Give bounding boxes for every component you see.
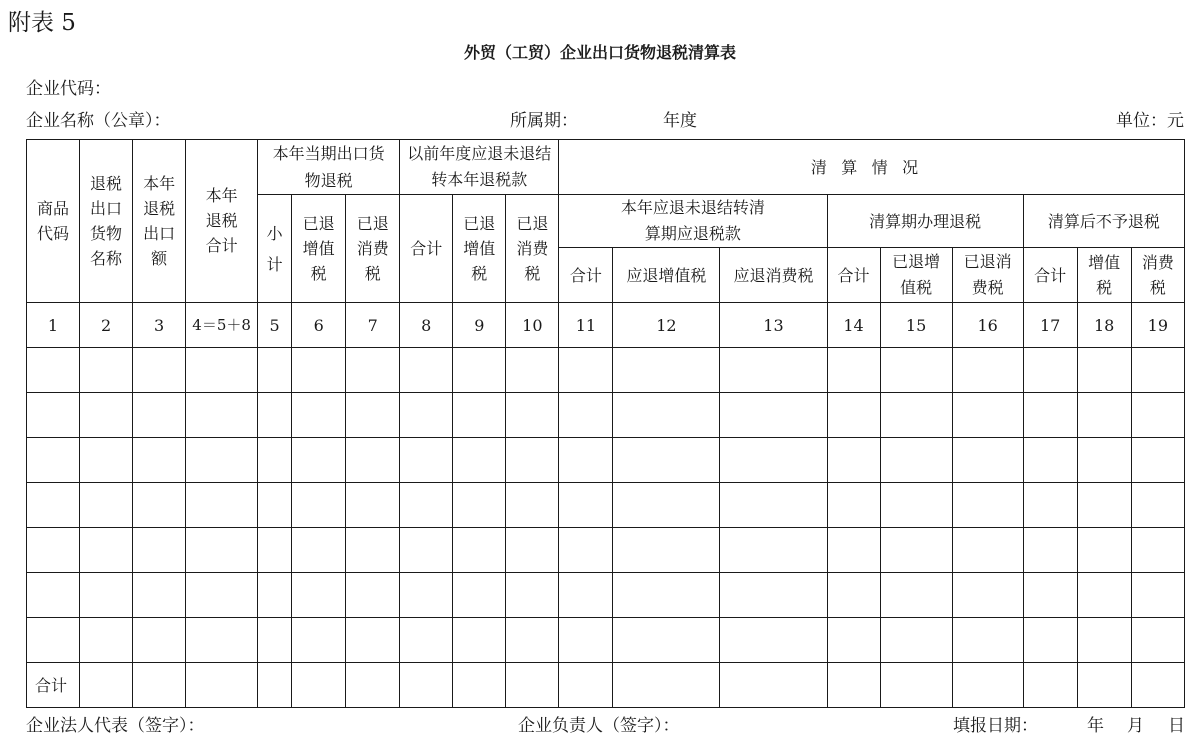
table-cell[interactable]: [506, 393, 559, 438]
table-cell[interactable]: [453, 618, 506, 663]
table-cell[interactable]: [1023, 438, 1077, 483]
table-cell[interactable]: [346, 393, 400, 438]
table-cell[interactable]: [258, 348, 292, 393]
col-header-post-consumption: 消费税: [1131, 248, 1184, 303]
table-cell[interactable]: [292, 483, 346, 528]
table-cell[interactable]: [1131, 393, 1184, 438]
table-cell[interactable]: [27, 348, 80, 393]
col-header-period-total: 合计: [827, 248, 880, 303]
table-cell[interactable]: [613, 483, 720, 528]
col-header-post-total: 合计: [1023, 248, 1077, 303]
table-cell[interactable]: [453, 528, 506, 573]
table-cell[interactable]: [186, 438, 258, 483]
table-cell[interactable]: [720, 393, 827, 438]
table-cell[interactable]: [1023, 573, 1077, 618]
table-cell[interactable]: [133, 618, 186, 663]
table-cell[interactable]: [80, 573, 133, 618]
table-cell[interactable]: [27, 618, 80, 663]
period-label: 所属期：: [510, 111, 578, 131]
table-row: [27, 438, 1185, 483]
col-header-period-vat: 已退增值税: [880, 248, 952, 303]
form-title: 外贸（工贸）企业出口货物退税清算表: [463, 43, 736, 62]
table-cell[interactable]: [506, 348, 559, 393]
col-header-subtotal: 小计: [258, 195, 292, 303]
table-cell[interactable]: [613, 348, 720, 393]
group-header-carry-forward: 本年应退未退结转清算期应退税款: [559, 195, 827, 248]
table-cell[interactable]: [80, 438, 133, 483]
date-year-label: 年: [1087, 716, 1104, 736]
column-number: 18: [1077, 303, 1131, 348]
table-cell[interactable]: [258, 528, 292, 573]
table-cell[interactable]: [346, 528, 400, 573]
company-code-label: 企业代码：: [26, 79, 111, 99]
col-header-product-code: 商品代码: [27, 140, 80, 303]
table-cell[interactable]: [292, 393, 346, 438]
table-cell[interactable]: [292, 528, 346, 573]
table-cell[interactable]: [186, 618, 258, 663]
table-cell[interactable]: [258, 438, 292, 483]
table-cell[interactable]: [559, 438, 613, 483]
table-cell[interactable]: [506, 483, 559, 528]
settlement-table: [26, 139, 1185, 708]
table-cell[interactable]: [720, 438, 827, 483]
responsible-signature-label: 企业负责人（签字）：: [518, 716, 680, 736]
year-label: 年度: [663, 111, 697, 131]
table-cell[interactable]: [506, 528, 559, 573]
table-cell[interactable]: [720, 483, 827, 528]
table-cell[interactable]: [186, 483, 258, 528]
total-cell[interactable]: [827, 663, 880, 708]
table-cell[interactable]: [346, 573, 400, 618]
table-cell[interactable]: [827, 618, 880, 663]
column-number: 16: [952, 303, 1023, 348]
table-cell[interactable]: [346, 483, 400, 528]
table-cell[interactable]: [1131, 528, 1184, 573]
table-cell[interactable]: [1131, 348, 1184, 393]
table-cell[interactable]: [613, 528, 720, 573]
column-number: 5: [258, 303, 292, 348]
col-header-carry-consumption: 应退消费税: [720, 248, 827, 303]
total-cell[interactable]: [346, 663, 400, 708]
table-cell[interactable]: [1131, 573, 1184, 618]
table-cell[interactable]: [952, 348, 1023, 393]
table-cell[interactable]: [80, 528, 133, 573]
column-number: 11: [559, 303, 613, 348]
table-cell[interactable]: [506, 618, 559, 663]
table-cell[interactable]: [1131, 438, 1184, 483]
table-cell[interactable]: [952, 618, 1023, 663]
col-header-export-amount: 本年退税出口额: [133, 140, 186, 303]
table-cell[interactable]: [613, 393, 720, 438]
table-cell[interactable]: [453, 393, 506, 438]
col-header-carry-vat: 应退增值税: [613, 248, 720, 303]
table-cell[interactable]: [80, 483, 133, 528]
total-cell[interactable]: [1023, 663, 1077, 708]
table-cell[interactable]: [880, 528, 952, 573]
table-cell[interactable]: [827, 348, 880, 393]
total-cell[interactable]: [186, 663, 258, 708]
table-cell[interactable]: [506, 438, 559, 483]
col-header-period-consumption: 已退消费税: [952, 248, 1023, 303]
table-cell[interactable]: [400, 438, 453, 483]
column-number: 12: [613, 303, 720, 348]
table-row: [27, 393, 1185, 438]
table-cell[interactable]: [613, 438, 720, 483]
col-header-prior-vat: 已退增值税: [453, 195, 506, 303]
date-month-label: 月: [1127, 716, 1144, 736]
table-cell[interactable]: [827, 573, 880, 618]
table-cell[interactable]: [559, 393, 613, 438]
table-cell[interactable]: [720, 618, 827, 663]
table-row: [27, 348, 1185, 393]
total-cell[interactable]: [720, 663, 827, 708]
company-name-label: 企业名称（公章）：: [26, 111, 171, 131]
table-cell[interactable]: [1077, 483, 1131, 528]
table-cell[interactable]: [880, 438, 952, 483]
table-cell[interactable]: [952, 483, 1023, 528]
table-cell[interactable]: [292, 573, 346, 618]
table-cell[interactable]: [133, 438, 186, 483]
group-header-settlement-period: 清算期办理退税: [827, 195, 1023, 248]
column-number: 3: [133, 303, 186, 348]
table-cell[interactable]: [1077, 573, 1131, 618]
table-cell[interactable]: [559, 573, 613, 618]
group-header-current-period: 本年当期出口货物退税: [258, 140, 400, 195]
column-number: 14: [827, 303, 880, 348]
table-cell[interactable]: [880, 618, 952, 663]
total-cell[interactable]: [292, 663, 346, 708]
total-cell[interactable]: [133, 663, 186, 708]
column-number: 4＝5＋8: [186, 303, 258, 348]
table-cell[interactable]: [880, 348, 952, 393]
unit-label: 单位：元: [1116, 111, 1184, 131]
table-cell[interactable]: [880, 393, 952, 438]
table-cell[interactable]: [1023, 483, 1077, 528]
col-header-refund-total: 本年退税合计: [186, 140, 258, 303]
table-cell[interactable]: [720, 573, 827, 618]
table-cell[interactable]: [133, 528, 186, 573]
table-cell[interactable]: [133, 348, 186, 393]
table-cell[interactable]: [80, 348, 133, 393]
col-header-prior-consumption: 已退消费税: [506, 195, 559, 303]
col-header-consumption-refunded: 已退消费税: [346, 195, 400, 303]
col-header-goods-name: 退税出口货物名称: [80, 140, 133, 303]
table-cell[interactable]: [186, 348, 258, 393]
column-number: 8: [400, 303, 453, 348]
table-cell[interactable]: [453, 438, 506, 483]
table-cell[interactable]: [559, 348, 613, 393]
table-cell[interactable]: [453, 483, 506, 528]
total-cell[interactable]: [1131, 663, 1184, 708]
table-cell[interactable]: [258, 393, 292, 438]
table-cell[interactable]: [27, 528, 80, 573]
table-cell[interactable]: [27, 483, 80, 528]
table-cell[interactable]: [952, 393, 1023, 438]
table-cell[interactable]: [258, 573, 292, 618]
group-header-settlement: 清算情况: [559, 140, 1185, 195]
table-cell[interactable]: [613, 618, 720, 663]
total-cell[interactable]: [880, 663, 952, 708]
table-cell[interactable]: [258, 483, 292, 528]
column-number: 19: [1131, 303, 1184, 348]
table-cell[interactable]: [952, 573, 1023, 618]
table-cell[interactable]: [453, 573, 506, 618]
table-row: [27, 528, 1185, 573]
total-row: [27, 663, 1185, 708]
total-cell[interactable]: [80, 663, 133, 708]
table-cell[interactable]: [1131, 483, 1184, 528]
table-cell[interactable]: [559, 528, 613, 573]
table-cell[interactable]: [827, 393, 880, 438]
table-cell[interactable]: [292, 348, 346, 393]
table-cell[interactable]: [27, 573, 80, 618]
total-cell[interactable]: [1077, 663, 1131, 708]
table-cell[interactable]: [186, 573, 258, 618]
table-cell[interactable]: [1077, 348, 1131, 393]
table-cell[interactable]: [133, 483, 186, 528]
table-cell[interactable]: [346, 618, 400, 663]
table-cell[interactable]: [80, 618, 133, 663]
table-cell[interactable]: [720, 528, 827, 573]
total-cell[interactable]: [559, 663, 613, 708]
total-cell[interactable]: [613, 663, 720, 708]
table-cell[interactable]: [827, 483, 880, 528]
column-number: 15: [880, 303, 952, 348]
table-cell[interactable]: [346, 348, 400, 393]
table-cell[interactable]: [720, 348, 827, 393]
col-header-post-vat: 增值税: [1077, 248, 1131, 303]
total-cell[interactable]: [506, 663, 559, 708]
table-cell[interactable]: [1077, 618, 1131, 663]
table-row: [27, 573, 1185, 618]
table-cell[interactable]: [1077, 438, 1131, 483]
column-number: 17: [1023, 303, 1077, 348]
column-number: 2: [80, 303, 133, 348]
column-number-row: [27, 303, 1185, 348]
appendix-label: 附表 5: [8, 10, 76, 36]
column-number: 6: [292, 303, 346, 348]
column-number: 10: [506, 303, 559, 348]
table-cell[interactable]: [400, 528, 453, 573]
header-row-1: [27, 140, 1185, 195]
column-number: 13: [720, 303, 827, 348]
column-number: 9: [453, 303, 506, 348]
col-header-carry-total: 合计: [559, 248, 613, 303]
table-cell[interactable]: [186, 393, 258, 438]
table-cell[interactable]: [559, 618, 613, 663]
table-cell[interactable]: [346, 438, 400, 483]
table-cell[interactable]: [1077, 393, 1131, 438]
table-cell[interactable]: [1077, 528, 1131, 573]
table-cell[interactable]: [400, 483, 453, 528]
table-cell[interactable]: [400, 573, 453, 618]
table-cell[interactable]: [186, 528, 258, 573]
fill-date-label: 填报日期：: [953, 716, 1038, 736]
total-cell[interactable]: [400, 663, 453, 708]
table-cell[interactable]: [506, 573, 559, 618]
table-cell[interactable]: [80, 393, 133, 438]
table-cell[interactable]: [827, 528, 880, 573]
table-cell[interactable]: [827, 438, 880, 483]
table-cell[interactable]: [1023, 393, 1077, 438]
table-cell[interactable]: [880, 483, 952, 528]
table-cell[interactable]: [400, 393, 453, 438]
date-day-label: 日: [1168, 716, 1185, 736]
table-row: [27, 618, 1185, 663]
group-header-prior-years: 以前年度应退未退结转本年退税款: [400, 140, 559, 195]
col-header-prior-total: 合计: [400, 195, 453, 303]
column-number: 7: [346, 303, 400, 348]
table-cell[interactable]: [952, 528, 1023, 573]
table-cell[interactable]: [952, 438, 1023, 483]
table-cell[interactable]: [292, 438, 346, 483]
table-cell[interactable]: [453, 348, 506, 393]
table-cell[interactable]: [400, 618, 453, 663]
total-cell[interactable]: [258, 663, 292, 708]
table-cell[interactable]: [27, 393, 80, 438]
total-cell[interactable]: [952, 663, 1023, 708]
table-cell[interactable]: [1023, 528, 1077, 573]
group-header-no-refund: 清算后不予退税: [1023, 195, 1184, 248]
table-cell[interactable]: [258, 618, 292, 663]
table-cell[interactable]: [1023, 618, 1077, 663]
legal-rep-signature-label: 企业法人代表（签字）：: [26, 716, 205, 736]
total-cell[interactable]: [453, 663, 506, 708]
total-label: 合计: [27, 663, 80, 708]
table-cell[interactable]: [133, 393, 186, 438]
table-cell[interactable]: [1131, 618, 1184, 663]
column-number: 1: [27, 303, 80, 348]
table-cell[interactable]: [292, 618, 346, 663]
col-header-vat-refunded: 已退增值税: [292, 195, 346, 303]
table-cell[interactable]: [400, 348, 453, 393]
table-row: [27, 483, 1185, 528]
table-cell[interactable]: [1023, 348, 1077, 393]
table-cell[interactable]: [613, 573, 720, 618]
table-cell[interactable]: [133, 573, 186, 618]
table-cell[interactable]: [880, 573, 952, 618]
table-cell[interactable]: [27, 438, 80, 483]
table-cell[interactable]: [559, 483, 613, 528]
